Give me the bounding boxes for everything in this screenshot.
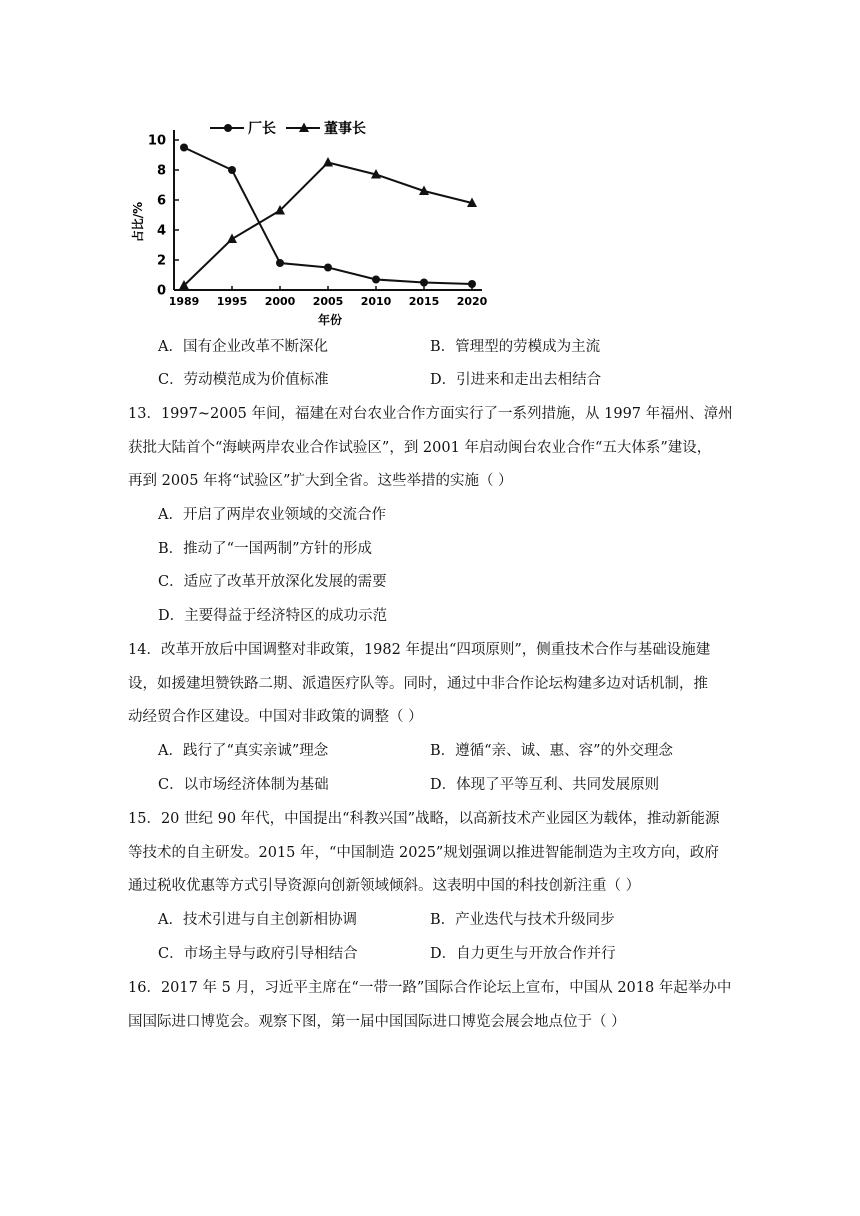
option-text: 自力更生与开放合作并行 (456, 946, 616, 962)
q14-option-c[interactable] (158, 775, 329, 795)
option-letter: B． (158, 541, 184, 557)
y-tick-label: 8 (156, 163, 166, 179)
x-tick-label: 2015 (408, 295, 440, 308)
option-letter: B． (430, 339, 456, 355)
data-point-circle (180, 144, 188, 152)
option-text: 以市场经济体制为基础 (183, 777, 329, 793)
q14-option-b[interactable] (430, 741, 673, 761)
option-letter: C． (158, 946, 184, 962)
y-axis-label: 占比/% (131, 201, 145, 243)
option-text: 推动了“一国两制”方针的形成 (183, 541, 372, 557)
data-point-circle (324, 264, 332, 272)
option-text: 遵循“亲、诚、惠、容”的外交理念 (455, 743, 673, 759)
option-text: 适应了改革开放深化发展的需要 (183, 574, 387, 590)
q13-stem-line-2: 获批大陆首个“海峡两岸农业合作试验区”，到 2001 年启动闽台农业合作“五大体系”建设， (128, 440, 712, 456)
legend-marker-circle (224, 124, 232, 132)
option-letter: A． (158, 912, 183, 928)
q12-option-a[interactable] (158, 337, 328, 357)
y-tick-label: 10 (147, 133, 166, 149)
x-tick-label: 2010 (360, 295, 392, 308)
q12-option-b[interactable] (430, 337, 600, 357)
option-letter: A． (158, 339, 183, 355)
data-point-circle (372, 276, 380, 284)
y-tick-label: 4 (156, 223, 166, 239)
option-letter: D． (158, 608, 185, 624)
q14-stem-line-3: 动经贸合作区建设。中国对非政策的调整（ ） (128, 709, 423, 725)
option-text: 国有企业改革不断深化 (182, 339, 328, 355)
x-tick-label: 1995 (216, 295, 248, 308)
data-point-triangle (227, 234, 237, 244)
y-tick-label: 0 (156, 283, 166, 299)
q15-option-a[interactable] (158, 910, 357, 930)
option-text: 体现了平等互利、共同发展原则 (456, 777, 660, 793)
y-tick-label: 2 (156, 253, 166, 269)
q15-option-c[interactable] (158, 944, 358, 964)
option-letter: D． (430, 946, 457, 962)
legend-label: 厂长 (248, 121, 276, 137)
q14-option-a[interactable] (158, 741, 328, 761)
option-text: 技术引进与自主创新相协调 (182, 912, 357, 928)
q14-stem-line-2: 设，如援建坦赞铁路二期、派遣医疗队等。同时，通过中非合作论坛构建多边对话机制，推 (128, 676, 708, 692)
q15-stem-line-3: 通过税收优惠等方式引导资源向创新领域倾斜。这表明中国的科技创新注重（ ） (128, 878, 641, 894)
data-point-circle (468, 280, 476, 288)
option-text: 引进来和走出去相结合 (456, 372, 602, 388)
q15-stem-line-2: 等技术的自主研发。2015 年，“中国制造 2025”规划强调以推进智能制造为主攻方向，政府 (128, 845, 719, 861)
option-letter: C． (158, 372, 184, 388)
q16-stem-line-1: 16．2017 年 5 月，习近平主席在“一带一路”国际合作论坛上宣布，中国从 2018 年起举办中 (128, 980, 732, 996)
x-tick-label: 2020 (456, 295, 488, 308)
option-text: 主要得益于经济特区的成功示范 (184, 608, 388, 624)
x-axis-label: 年份 (317, 313, 343, 327)
chart-legend (210, 120, 366, 137)
q14-stem-line-1: 14．改革开放后中国调整对非政策，1982 年提出“四项原则”，侧重技术合作与基础设施建 (128, 642, 711, 658)
q15-option-d[interactable] (430, 944, 616, 964)
q12-option-c[interactable] (158, 370, 329, 390)
q15-stem-line-1: 15．20 世纪 90 年代，中国提出“科教兴国”战略，以高新技术产业园区为载体，推动新能源 (128, 811, 720, 827)
option-letter: C． (158, 777, 184, 793)
option-letter: B． (430, 743, 456, 759)
option-letter: D． (430, 372, 457, 388)
line-chart (120, 110, 500, 330)
q13-option-a[interactable] (158, 505, 386, 525)
option-letter: C． (158, 574, 184, 590)
q12-option-d[interactable] (430, 370, 601, 390)
option-text: 践行了“真实亲诚”理念 (182, 743, 329, 759)
chart-series (179, 144, 477, 290)
data-point-triangle (323, 157, 333, 167)
option-text: 开启了两岸农业领域的交流合作 (182, 507, 386, 523)
x-tick-label: 2005 (312, 295, 344, 308)
q16-stem-line-2: 国国际进口博览会。观察下图，第一届中国国际进口博览会展会地点位于（ ） (128, 1014, 626, 1030)
q14-option-d[interactable] (430, 775, 659, 795)
option-text: 管理型的劳模成为主流 (455, 339, 601, 355)
data-point-circle (276, 259, 284, 267)
q15-option-b[interactable] (430, 910, 615, 930)
x-tick-label: 1989 (168, 295, 200, 308)
legend-label: 董事长 (324, 121, 366, 137)
option-letter: B． (430, 912, 456, 928)
option-text: 劳动模范成为价值标准 (183, 372, 329, 388)
x-tick-label: 2000 (264, 295, 296, 308)
option-letter: A． (158, 743, 183, 759)
q13-option-b[interactable] (158, 539, 372, 559)
q13-stem-line-1: 13．1997~2005 年间，福建在对台农业合作方面实行了一系列措施，从 1997 年福州、漳州 (128, 406, 733, 422)
option-letter: A． (158, 507, 183, 523)
y-tick-label: 6 (156, 193, 166, 209)
option-text: 市场主导与政府引导相结合 (183, 946, 358, 962)
option-text: 产业迭代与技术升级同步 (455, 912, 615, 928)
option-letter: D． (430, 777, 457, 793)
q13-stem-line-3: 再到 2005 年将“试验区”扩大到全省。这些举措的实施（ ） (128, 473, 513, 489)
q13-option-d[interactable] (158, 606, 387, 626)
q13-option-c[interactable] (158, 572, 387, 592)
chart-ticks (148, 134, 488, 309)
data-point-circle (420, 279, 428, 287)
data-point-circle (228, 166, 236, 174)
